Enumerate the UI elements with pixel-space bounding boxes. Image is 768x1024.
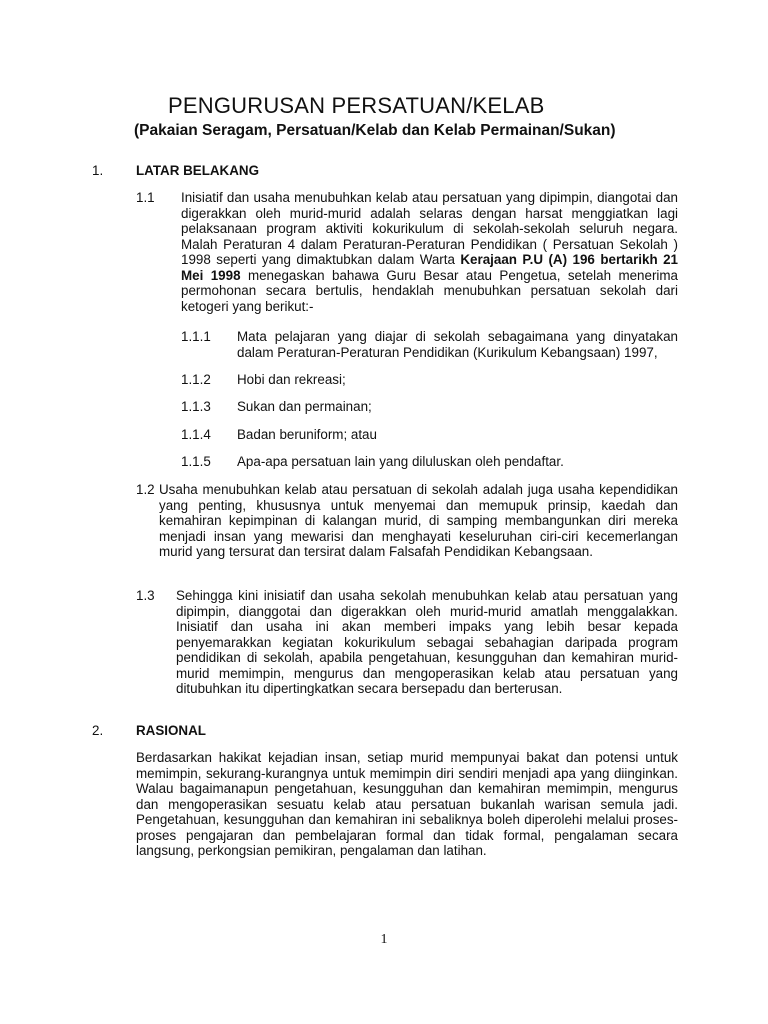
subitem-text: Hobi dan rekreasi; xyxy=(237,372,346,387)
subitem-number: 1.1.5 xyxy=(181,454,211,469)
section-2-text: Berdasarkan hakikat kejadian insan, setiap murid mempunyai bakat dan potensi untuk memimpin, sekurang-kurangnya untuk memimpin diri sendiri menjadi apa yang diinginkan. Walau bagaimanapun pengetahuan, kesungguhan dan kemahiran memimpin, mengurus dan mengoperasikan sesuatu kelab atau persatuan bukanlah warisan semula jadi. Pengetahuan, kesungguhan dan kemahiran ini sebaliknya boleh diperolehi melalui proses-proses pengajaran dan pembelajaran formal dan tidak formal, pengalaman secara langsung, perkongsian pemikiran, pengalaman dan latihan. xyxy=(136,750,678,858)
subitem-text: Apa-apa persatuan lain yang diluluskan oleh pendaftar. xyxy=(237,454,564,469)
subitem-number: 1.1.4 xyxy=(181,427,211,442)
page-subtitle: (Pakaian Seragam, Persatuan/Kelab dan Kelab Permainan/Sukan) xyxy=(134,122,616,139)
para-1-3-text: Sehingga kini inisiatif dan usaha sekolah menubuhkan kelab atau persatuan yang dipimpin, dianggotai dan digerakkan oleh murid-murid amatlah menggalakkan. Inisiatif dan usaha ini akan memberi impaks yang lebih besar kepada penyemarakkan kegiatan kokurikulum sebagai sebahagian daripada program pendidikan di sekolah, apabila pengetahuan, kesungguhan dan kemahiran murid-murid memimpin, mengurus dan mengoperasikan kelab atau persatuan yang ditubuhkan itu dipertingkatkan secara bersepadu dan berterusan. xyxy=(176,588,678,696)
section-2-heading: RASIONAL xyxy=(136,723,206,738)
para-1-1-text-start: Inisiatif dan usaha menubuhkan kelab atau persatuan yang dipimpin, diangotai dan digerakkan oleh murid-murid adalah selaras dengan harsat menggiatkan lagi pelaksanaan program aktiviti kokurikulum di sekolah-sekolah seluruh negara. Malah Peraturan 4 dalam Peraturan-Peraturan Pendidikan ( Persatuan Sekolah ) 1998 seperti yang dimaktubkan dalam Warta xyxy=(181,190,678,267)
para-1-1-number: 1.1 xyxy=(136,190,155,205)
para-1-1-gazette-reference: Kerajaan P.U (A) 196 bertarikh 21 Mei 1998 xyxy=(181,252,678,283)
para-1-3-number: 1.3 xyxy=(136,588,155,603)
subitem-number: 1.1.1 xyxy=(181,329,211,344)
para-1-2-number: 1.2 xyxy=(136,482,155,497)
section-2-number: 2. xyxy=(92,723,104,738)
subitem-text: Sukan dan permainan; xyxy=(237,399,372,414)
section-1-heading: LATAR BELAKANG xyxy=(136,163,259,178)
section-1-number: 1. xyxy=(92,163,104,178)
subitem-text: Badan beruniform; atau xyxy=(237,427,377,442)
para-1-1-text xyxy=(181,190,678,314)
subitem-text: Mata pelajaran yang diajar di sekolah sebagaimana yang dinyatakan dalam Peraturan-Peraturan Pendidikan (Kurikulum Kebangsaan) 1997, xyxy=(237,329,678,360)
subitem-number: 1.1.3 xyxy=(181,399,211,414)
para-1-2-text: Usaha menubuhkan kelab atau persatuan di sekolah adalah juga usaha kependidikan yang penting, khususnya untuk menyemai dan memupuk prinsip, kaedah dan kemahiran kepimpinan di kalangan murid, di samping membangunkan diri mereka menjadi insan yang mewarisi dan menghayati keseluruhan ciri-ciri kecemerlangan murid yang tersurat dan tersirat dalam Falsafah Pendidikan Kebangsaan. xyxy=(159,482,678,559)
page-number: 1 xyxy=(380,932,388,947)
subitem-number: 1.1.2 xyxy=(181,372,211,387)
page-title: PENGURUSAN PERSATUAN/KELAB xyxy=(168,93,545,118)
para-1-1-text-end: menegaskan bahawa Guru Besar atau Pengetua, setelah menerima permohonan secara bertulis, hendaklah menubuhkan persatuan sekolah dari ketogeri yang berikut:- xyxy=(181,267,678,314)
